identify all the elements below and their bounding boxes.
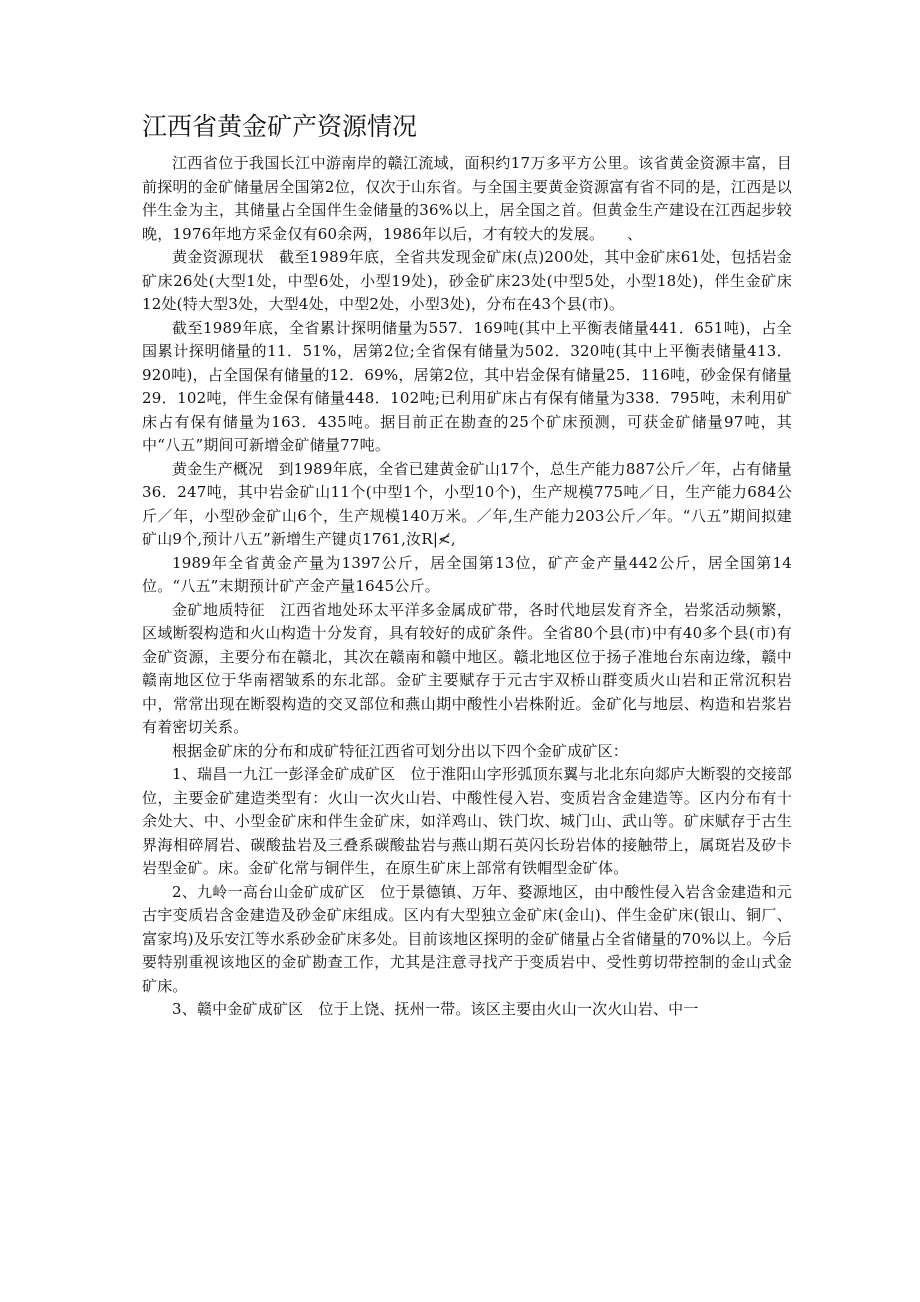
paragraph-geology: 金矿地质特征 江西省地处环太平洋多金属成矿带，各时代地层发育齐全，岩浆活动频繁，区域断裂构造和火山构造十分发育，具有较好的成矿条件。全省80个县(市)中有40多个县(市)有金矿资源，主要分布在赣北，其次在赣南和赣中地区。赣北地区位于扬子准地台东南边缘，赣中赣南地区位于华南褶皱系的东北部。金矿主要赋存于元古宇双桥山群变质火山岩和正常沉积岩中，常常出现在断裂构造的交叉部位和燕山期中酸性小岩株附近。金矿化与地层、构造和岩浆岩有着密切关系。	[142, 600, 792, 736]
paragraph-reserves: 截至1989年底，全省累计探明储量为557．169吨(其中上平衡表储量441．651吨)，占全国累计探明储量的11．51%，居第2位;全省保有储量为502．320吨(其中上平衡表储量413．920吨)，占全国保有储量的12．69%，居第2位，其中岩金保有储量25．116吨，砂金保有储量29．102吨，伴生金保有储量448．102吨;已利用矿床占有保有储量为338．795吨，未利用矿床占有保有储量为163．435吨。据目前正在勘查的25个矿床预测，可获金矿储量97吨，其中“八五”期间可新增金矿储量77吨。	[142, 318, 792, 454]
paragraph-zone-2: 2、九岭一高台山金矿成矿区 位于景德镇、万年、婺源地区，由中酸性侵入岩含金建造和元古宇变质岩含金建造及砂金矿床组成。区内有大型独立金矿床(金山)、伴生金矿床(银山、铜厂、富家坞)及乐安江等水系砂金矿床多处。目前该地区探明的金矿储量占全省储量的70%以上。今后要特别重视该地区的金矿勘查工作，尤其是注意寻找产于变质岩中、受性剪切带控制的金山式金矿床。	[142, 882, 792, 995]
paragraph-production-1989: 1989年全省黄金产量为1397公斤，居全国第13位，矿产金产量442公斤，居全国第14位。“八五”末期预计矿产金产量1645公斤。	[142, 553, 792, 595]
paragraph-intro: 江西省位于我国长江中游南岸的赣江流域，面积约17万多平方公里。该省黄金资源丰富，目前探明的金矿储量居全国第2位，仅次于山东省。与全国主要黄金资源富有省不同的是，江西是以伴生金为主，其储量占全国伴生金储量的36%以上，居全国之首。但黄金生产建设在江西起步较晚，1976年地方采金仅有60余两，1986年以后，才有较大的发展。 、	[142, 154, 792, 243]
paragraph-zone-3: 3、赣中金矿成矿区 位于上饶、抚州一带。该区主要由火山一次火山岩、中一	[172, 1000, 699, 1018]
document-page	[142, 110, 792, 1022]
document-title: 江西省黄金矿产资源情况	[142, 112, 418, 141]
paragraph-zone-1: 1、瑞昌一九江一彭泽金矿成矿区 位于淮阳山字形弧顶东翼与北北东向郯庐大断裂的交接部位，主要金矿建造类型有：火山一次火山岩、中酸性侵入岩、变质岩含金建造等。区内分布有十余处大、中、小型金矿床和伴生金矿床，如洋鸡山、铁门坎、城门山、武山等。矿床赋存于古生界海相碎屑岩、碳酸盐岩及三叠系碳酸盐岩与燕山期石英闪长玢岩体的接触带上，属斑岩及矽卡岩型金矿。床。金矿化常与铜伴生，在原生矿床上部常有铁帽型金矿体。	[142, 765, 792, 877]
paragraph-production-overview: 黄金生产概况 到1989年底，全省已建黄金矿山17个，总生产能力887公斤／年，占有储量36．247吨，其中岩金矿山11个(中型1个，小型10个)，生产规模775吨／日，生产能力684公斤／年，小型砂金矿山6个，生产规模140万米。／年,生产能力203公斤／年。“八五”期间拟建矿山9个,预计八五”新增生产键贞1761,汝R|≮,	[142, 459, 792, 548]
paragraph-resource-status: 黄金资源现状 截至1989年底，全省共发现金矿床(点)200处，其中金矿床61处，包括岩金矿床26处(大型1处，中型6处，小型19处)，砂金矿床23处(中型5处，小型18处)，伴生金矿床12处(特大型3处，大型4处，中型2处，小型3处)，分布在43个县(市)。	[142, 248, 792, 313]
paragraph-zones-intro: 根据金矿床的分布和成矿特征江西省可划分出以下四个金矿成矿区：	[172, 741, 629, 760]
